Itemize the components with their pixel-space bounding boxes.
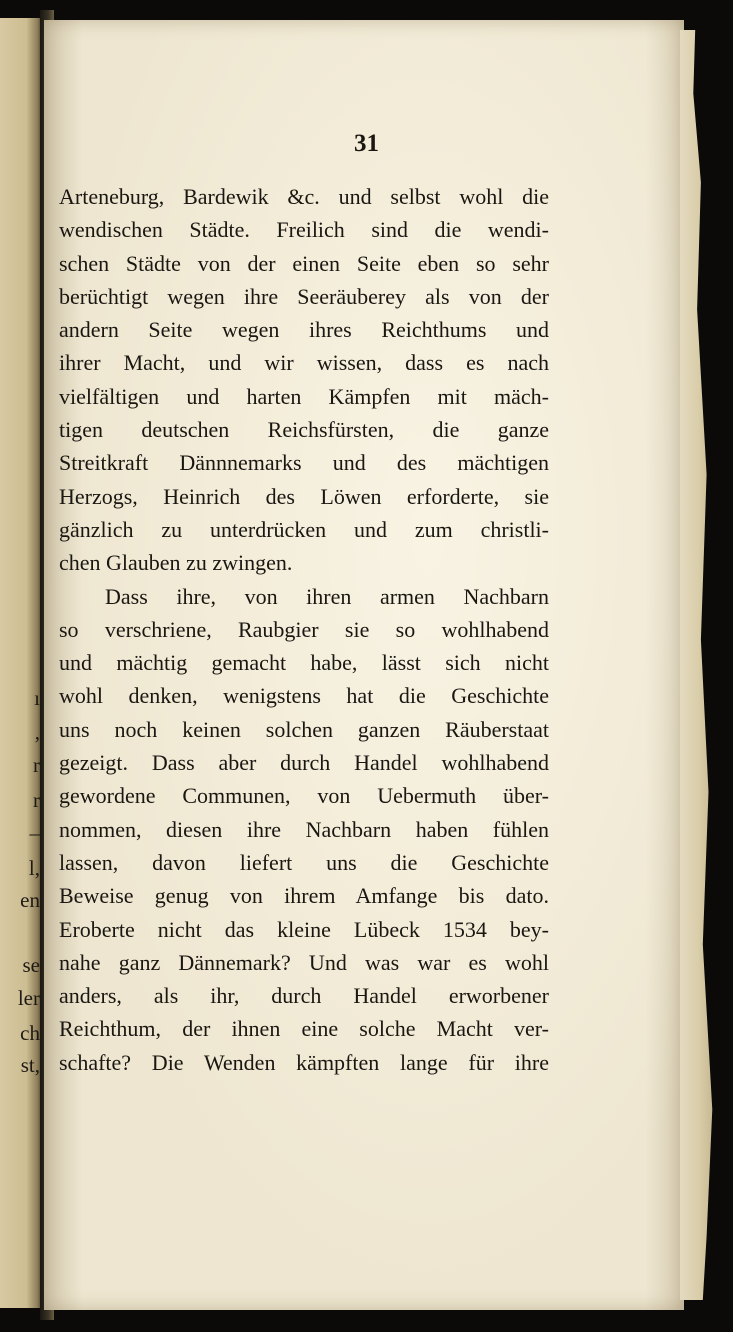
text-line: Reichthum, der ihnen eine solche Macht ver-	[59, 1016, 549, 1042]
text-line: lassen, davon liefert uns die Geschichte	[59, 849, 549, 875]
left-fragment: r	[33, 788, 40, 812]
text-line: und mächtig gemacht habe, lässt sich nicht	[59, 650, 549, 676]
text-line: gänzlich zu unterdrücken und zum christli-	[59, 516, 549, 542]
text-line: Beweise genug von ihrem Amfange bis dato.	[59, 883, 549, 909]
text-line: chen Glauben zu zwingen.	[59, 550, 293, 576]
text-line: tigen deutschen Reichsfürsten, die ganze	[59, 417, 549, 443]
text-line: gezeigt. Dass aber durch Handel wohlhabend	[59, 750, 549, 776]
left-page-edge	[0, 18, 44, 1308]
left-fragment: st,	[20, 1053, 40, 1077]
text-line: Herzogs, Heinrich des Löwen erforderte, sie	[59, 483, 549, 509]
text-line: anders, als ihr, durch Handel erworbener	[59, 983, 549, 1009]
left-fragment: l,	[28, 856, 40, 880]
left-fragment: –	[29, 821, 40, 845]
left-fragment: en	[20, 888, 40, 912]
text-line: vielfältigen und harten Kämpfen mit mäch-	[59, 383, 549, 409]
left-fragment: se	[22, 953, 40, 977]
paragraph-start-line: Dass ihre, von ihren armen Nachbarn	[105, 583, 549, 609]
text-line: Streitkraft Dännnemarks und des mächtigen	[59, 450, 549, 476]
text-line: wendischen Städte. Freilich sind die wendi-	[59, 217, 549, 243]
text-line: andern Seite wegen ihres Reichthums und	[59, 317, 549, 343]
text-line: uns noch keinen solchen ganzen Räuberstaat	[59, 716, 549, 742]
left-fragment: ch	[20, 1021, 40, 1045]
text-line: berüchtigt wegen ihre Seeräuberey als von der	[59, 283, 549, 309]
left-fragment: r	[33, 753, 40, 777]
text-line: so verschriene, Raubgier sie so wohlhabend	[59, 616, 549, 642]
text-line: Arteneburg, Bardewik &c. und selbst wohl die	[59, 184, 549, 209]
text-line: Eroberte nicht das kleine Lübeck 1534 bey-	[59, 916, 549, 942]
text-line: gewordene Communen, von Uebermuth über-	[59, 783, 549, 809]
page-body-text	[59, 180, 549, 1079]
left-fragment: ,	[34, 720, 40, 744]
left-fragment: ı	[34, 686, 40, 710]
text-line: schen Städte von der einen Seite eben so sehr	[59, 250, 549, 276]
text-line: schafte? Die Wenden kämpften lange für ihre	[59, 1049, 549, 1075]
left-fragment: ler	[17, 986, 40, 1010]
text-line: nahe ganz Dännemark? Und was war es wohl	[59, 949, 549, 975]
text-line: nommen, diesen ihre Nachbarn haben fühlen	[59, 816, 549, 842]
page-number: 31	[354, 130, 379, 157]
text-line: ihrer Macht, und wir wissen, dass es nach	[59, 350, 549, 376]
page-deckle-edge	[680, 30, 718, 1300]
text-line: wohl denken, wenigstens hat die Geschichte	[59, 683, 549, 709]
